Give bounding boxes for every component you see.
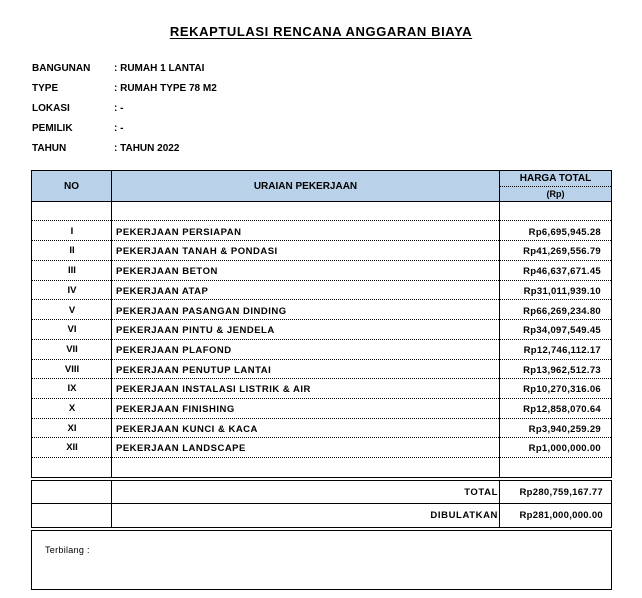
info-value: : RUMAH TYPE 78 M2 [114,82,217,94]
table-row [32,419,611,439]
table-row [32,261,611,281]
info-row-pemilik [32,118,217,138]
table-body [31,202,612,478]
info-value: : TAHUN 2022 [114,142,180,154]
row-harga: Rp10,270,316.06 [523,384,601,396]
row-harga: Rp12,858,070.64 [523,404,601,415]
terbilang-box [31,530,612,590]
table-row [32,379,611,399]
row-no: V [68,304,76,316]
total-row [32,481,611,504]
row-harga: Rp13,962,512.73 [523,364,601,376]
row-uraian: PEKERJAAN FINISHING [116,404,235,415]
rounded-row [32,504,611,527]
row-no: XI [67,422,77,434]
row-harga: Rp6,695,945.28 [528,226,601,238]
info-value: : RUMAH 1 LANTAI [114,62,205,74]
row-no: III [68,265,76,277]
row-harga: Rp1,000,000.00 [528,443,601,455]
row-harga: Rp41,269,556.79 [523,246,601,258]
row-uraian: PEKERJAAN INSTALASI LISTRIK & AIR [116,384,311,396]
row-uraian: PEKERJAAN PERSIAPAN [116,226,242,238]
info-row-lokasi [32,98,217,118]
row-no: VI [67,324,77,336]
table-row [32,222,611,242]
row-uraian: PEKERJAAN KUNCI & KACA [116,423,258,435]
info-row-tahun [32,138,217,158]
header-no: NO [32,171,112,201]
table-row [32,320,611,340]
table-row [32,438,611,458]
table-row [32,399,611,419]
table-row [32,301,611,321]
project-info [32,58,217,158]
row-no: VIII [64,363,80,375]
row-no: X [68,403,76,414]
info-label: BANGUNAN [32,62,91,74]
document-title [0,24,642,39]
info-value: : - [114,122,124,134]
row-uraian: PEKERJAAN ATAP [116,285,209,297]
header-harga [500,171,611,201]
table-row [32,360,611,380]
table-header [31,170,612,202]
total-label: TOTAL [464,487,498,498]
table-row [32,340,611,360]
info-label: TAHUN [32,142,67,154]
row-harga: Rp66,269,234.80 [523,305,601,317]
totals-section [31,480,612,528]
row-uraian: PEKERJAAN BETON [116,266,218,278]
row-harga: Rp46,637,671.45 [523,266,601,278]
row-no: I [70,225,74,237]
row-uraian: PEKERJAAN PASANGAN DINDING [116,305,287,317]
header-harga-unit: (Rp) [546,189,565,199]
info-row-type [32,78,217,98]
header-harga-total: HARGA TOTAL [500,171,611,187]
row-uraian: PEKERJAAN PENUTUP LANTAI [116,364,272,376]
row-no: II [69,245,75,257]
row-harga: Rp3,940,259.29 [528,423,601,435]
row-harga: Rp12,746,112.17 [523,344,601,356]
table-row-spacer [32,202,611,221]
row-no: IV [67,284,77,296]
row-no: XII [66,442,78,454]
info-value: : - [114,102,124,114]
info-label: LOKASI [32,102,70,114]
table-row [32,241,611,261]
row-uraian: PEKERJAAN PINTU & JENDELA [116,325,275,337]
row-uraian: PEKERJAAN LANDSCAPE [116,443,246,455]
row-harga: Rp34,097,549.45 [523,325,601,337]
row-harga: Rp31,011,939.10 [523,285,601,297]
rounded-label: DIBULATKAN [430,510,498,521]
row-uraian: PEKERJAAN PLAFOND [116,344,232,356]
info-row-bangunan [32,58,217,78]
header-uraian: URAIAN PEKERJAAN [112,171,500,201]
row-uraian: PEKERJAAN TANAH & PONDASI [116,246,278,258]
rounded-value: Rp281,000,000.00 [519,510,603,521]
terbilang-label: Terbilang : [45,545,90,555]
document-title-text: REKAPTULASI RENCANA ANGGARAN BIAYA [169,24,473,39]
table-row [32,281,611,301]
row-no: IX [67,383,77,395]
total-value: Rp280,759,167.77 [519,487,603,498]
table-row-spacer [32,458,611,478]
info-label: TYPE [32,82,59,94]
row-no: VII [66,343,78,355]
info-label: PEMILIK [32,122,73,134]
